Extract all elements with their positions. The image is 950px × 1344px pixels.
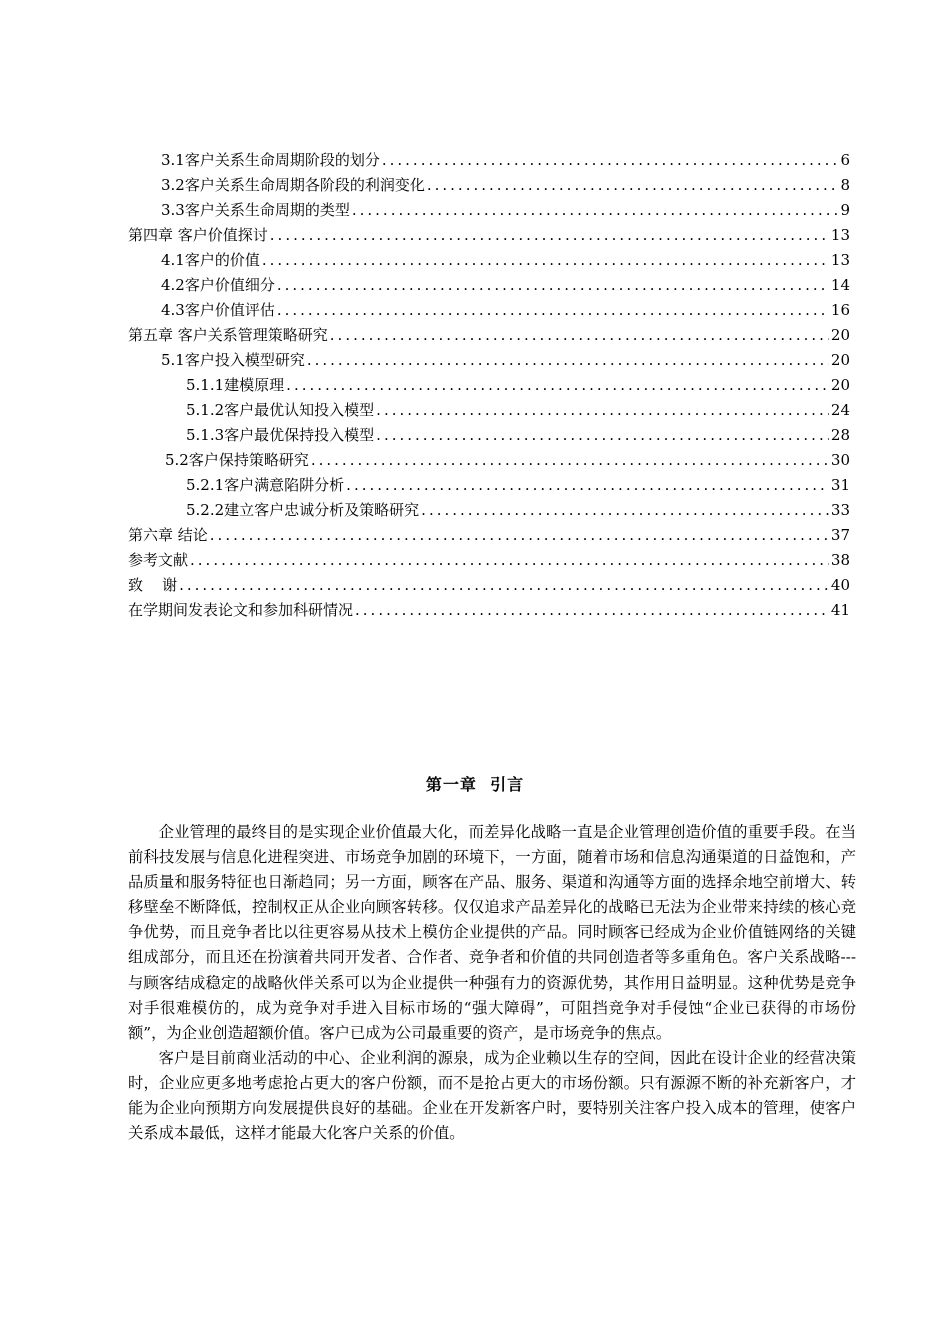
toc-leader-dots	[262, 248, 829, 273]
toc-entry-title: 5.1.1建模原理	[186, 376, 285, 394]
toc-entry[interactable]	[128, 298, 850, 323]
toc-leader-dots	[270, 223, 829, 248]
table-of-contents	[128, 148, 850, 623]
toc-entry[interactable]	[128, 148, 850, 173]
toc-entry[interactable]	[128, 598, 850, 623]
toc-leader-dots	[330, 323, 829, 348]
toc-entry[interactable]	[128, 348, 850, 373]
toc-leader-dots	[427, 173, 839, 198]
toc-entry[interactable]	[128, 573, 850, 598]
toc-page-number: 24	[830, 401, 850, 419]
toc-entry-title: 参考文献	[128, 551, 189, 569]
toc-entry[interactable]	[128, 498, 850, 523]
toc-entry-title: 第四章 客户价值探讨	[128, 226, 268, 244]
toc-page-number: 6	[840, 151, 850, 169]
toc-leader-dots	[382, 148, 839, 173]
toc-entry-title: 第五章 客户关系管理策略研究	[128, 326, 328, 344]
toc-leader-dots	[355, 598, 829, 623]
toc-entry-title: 5.1.3客户最优保持投入模型	[186, 426, 375, 444]
body-text	[128, 820, 856, 1146]
toc-entry-title: 4.2客户价值细分	[161, 276, 275, 294]
toc-page-number: 20	[830, 351, 850, 369]
toc-entry[interactable]	[128, 523, 850, 548]
toc-leader-dots	[179, 573, 829, 598]
toc-entry-title: 致 谢	[128, 576, 178, 594]
toc-page-number: 28	[830, 426, 850, 444]
toc-leader-dots	[277, 273, 829, 298]
toc-entry-title: 第六章 结论	[128, 526, 208, 544]
toc-entry[interactable]	[128, 448, 850, 473]
toc-page-number: 9	[840, 201, 850, 219]
toc-page-number: 31	[830, 476, 850, 494]
toc-entry-title: 5.1客户投入模型研究	[161, 351, 305, 369]
toc-page-number: 20	[830, 376, 850, 394]
toc-entry-title: 在学期间发表论文和参加科研情况	[128, 601, 354, 619]
toc-entry[interactable]	[128, 323, 850, 348]
toc-leader-dots	[376, 398, 829, 423]
toc-leader-dots	[352, 198, 839, 223]
toc-entry[interactable]	[128, 398, 850, 423]
toc-leader-dots	[190, 548, 829, 573]
toc-page-number: 20	[830, 326, 850, 344]
paragraph: 企业管理的最终目的是实现企业价值最大化，而差异化战略一直是企业管理创造价值的重要手段。在当前科技发展与信息化进程突进、市场竞争加剧的环境下，一方面，随着市场和信息沟通渠道的日益饱和，产品质量和服务特征也日渐趋同；另一方面，顾客在产品、服务、渠道和沟通等方面的选择余地空前增大、转移壁垒不断降低，控制权正从企业向顾客转移。仅仅追求产品差异化的战略已无法为企业带来持续的核心竞争优势，而且竞争者比以往更容易从技术上模仿企业提供的产品。同时顾客已经成为企业价值链网络的关键组成部分，而且还在扮演着共同开发者、合作者、竞争者和价值的共同创造者等多重角色。客户关系战略---与顾客结成稳定的战略伙伴关系可以为企业提供一种强有力的资源优势，其作用日益明显。这种优势是竞争对手很难模仿的，成为竞争对手进入目标市场的“强大障碍”，可阻挡竞争对手侵蚀“企业已获得的市场份额”，为企业创造超额价值。客户已成为公司最重要的资产，是市场竞争的焦点。	[128, 823, 856, 1042]
toc-entry[interactable]	[128, 473, 850, 498]
toc-leader-dots	[210, 523, 829, 548]
toc-entry[interactable]	[128, 373, 850, 398]
toc-leader-dots	[286, 373, 829, 398]
toc-entry-title: 5.2.2建立客户忠诚分析及策略研究	[186, 501, 420, 519]
toc-entry-title: 5.2客户保持策略研究	[165, 451, 309, 469]
toc-page-number: 41	[830, 601, 850, 619]
toc-leader-dots	[346, 473, 829, 498]
toc-entry[interactable]	[128, 248, 850, 273]
toc-leader-dots	[311, 448, 829, 473]
toc-leader-dots	[277, 298, 829, 323]
toc-entry-title: 3.1客户关系生命周期阶段的划分	[161, 151, 380, 169]
toc-entry[interactable]	[128, 273, 850, 298]
toc-page-number: 38	[830, 551, 850, 569]
toc-entry[interactable]	[128, 548, 850, 573]
toc-entry-title: 3.2客户关系生命周期各阶段的利润变化	[161, 176, 425, 194]
toc-entry[interactable]	[128, 223, 850, 248]
toc-page-number: 40	[830, 576, 850, 594]
toc-entry[interactable]	[128, 173, 850, 198]
paragraph: 客户是目前商业活动的中心、企业利润的源泉，成为企业赖以生存的空间，因此在设计企业的经营决策时，企业应更多地考虑抢占更大的客户份额，而不是抢占更大的市场份额。只有源源不断的补充新客户，才能为企业向预期方向发展提供良好的基础。企业在开发新客户时，要特别关注客户投入成本的管理，使客户关系成本最低，这样才能最大化客户关系的价值。	[128, 1048, 856, 1143]
toc-page-number: 13	[830, 226, 850, 244]
toc-entry[interactable]	[128, 198, 850, 223]
toc-page-number: 30	[830, 451, 850, 469]
toc-page-number: 14	[830, 276, 850, 294]
toc-entry-title: 4.1客户的价值	[161, 251, 260, 269]
toc-page-number: 13	[830, 251, 850, 269]
toc-entry-title: 4.3客户价值评估	[161, 301, 275, 319]
toc-entry[interactable]	[128, 423, 850, 448]
toc-entry-title: 3.3客户关系生命周期的类型	[161, 201, 350, 219]
toc-entry-title: 5.2.1客户满意陷阱分析	[186, 476, 345, 494]
toc-leader-dots	[421, 498, 829, 523]
chapter-title: 第一章 引言	[425, 775, 525, 794]
toc-leader-dots	[307, 348, 829, 373]
toc-page-number: 16	[830, 301, 850, 319]
toc-page-number: 37	[830, 526, 850, 544]
toc-leader-dots	[376, 423, 829, 448]
toc-page-number: 8	[840, 176, 850, 194]
toc-page-number: 33	[830, 501, 850, 519]
toc-entry-title: 5.1.2客户最优认知投入模型	[186, 401, 375, 419]
